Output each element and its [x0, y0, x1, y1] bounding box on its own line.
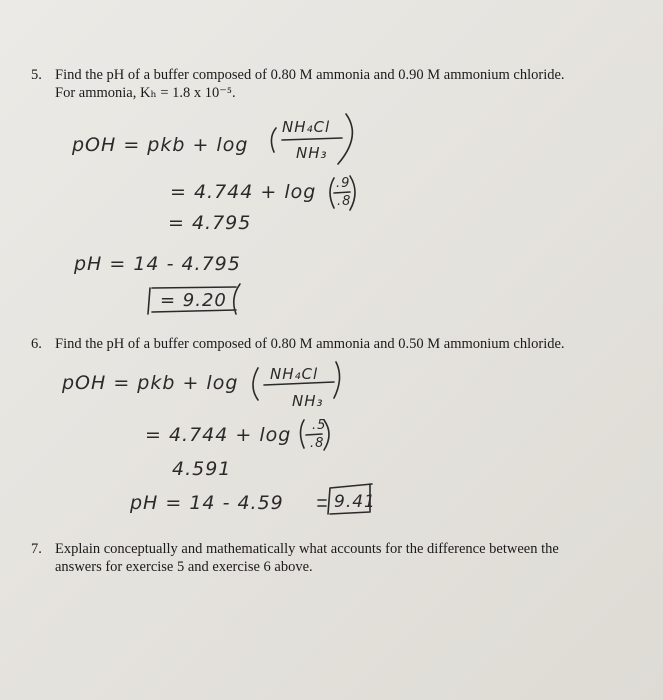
work6-line2: = 4.744 + log: [145, 424, 292, 446]
question-6: [31, 336, 651, 354]
work6-small-fraction-bar: [306, 434, 322, 435]
work5-left-paren: [271, 128, 276, 152]
work5-line4: pH = 14 - 4.795: [74, 253, 241, 275]
work6-line4: pH = 14 - 4.59: [130, 492, 284, 514]
work5-right-paren: [338, 114, 352, 164]
work5-small-left-paren: [330, 178, 334, 208]
question-7-text-line1: Explain conceptually and mathematically what accounts for the difference between the: [55, 541, 559, 557]
work6-right-paren: [334, 362, 340, 398]
work5-answer: = 9.20: [160, 290, 227, 311]
work5-fraction-bar: [282, 138, 342, 140]
work6-line2-denominator: .8: [310, 436, 325, 451]
question-5: [31, 67, 651, 103]
question-6-number: 6.: [31, 336, 42, 352]
work6-line1-numerator: NH₄Cl: [270, 365, 319, 383]
work5-line1-numerator: NH₄Cl: [282, 118, 331, 136]
work5-small-fraction-bar: [334, 192, 350, 193]
work6-line1-denominator: NH₃: [292, 392, 324, 410]
work6-left-paren: [253, 368, 258, 400]
work6-line2-numerator: .5: [312, 418, 327, 433]
question-6-text-line1: Find the pH of a buffer composed of 0.80 M ammonia and 0.50 M ammonium chloride.: [55, 336, 565, 352]
question-7-text-line2: answers for exercise 5 and exercise 6 above.: [55, 559, 313, 575]
work5-line2-numerator: .9: [336, 176, 351, 191]
work6-small-left-paren: [301, 420, 305, 448]
question-7-number: 7.: [31, 541, 42, 557]
work5-line2: = 4.744 + log: [170, 181, 317, 203]
question-5-text-line1: Find the pH of a buffer composed of 0.80 M ammonia and 0.90 M ammonium chloride.: [55, 67, 565, 83]
work5-line2-denominator: .8: [337, 194, 352, 209]
work5-line1-left: pOH = pkb + log: [72, 134, 249, 156]
question-5-text-line2: For ammonia, Kₕ = 1.8 x 10⁻⁵.: [55, 85, 236, 101]
work5-line3: = 4.795: [168, 212, 252, 234]
question-5-number: 5.: [31, 67, 42, 83]
question-7: [31, 541, 651, 577]
work6-answer-equals: [318, 500, 326, 506]
work6-line3: 4.591: [172, 458, 232, 480]
work6-answer: 9.41: [334, 492, 376, 512]
work5-line1-denominator: NH₃: [296, 144, 328, 162]
work6-line1-left: pOH = pkb + log: [62, 372, 239, 394]
